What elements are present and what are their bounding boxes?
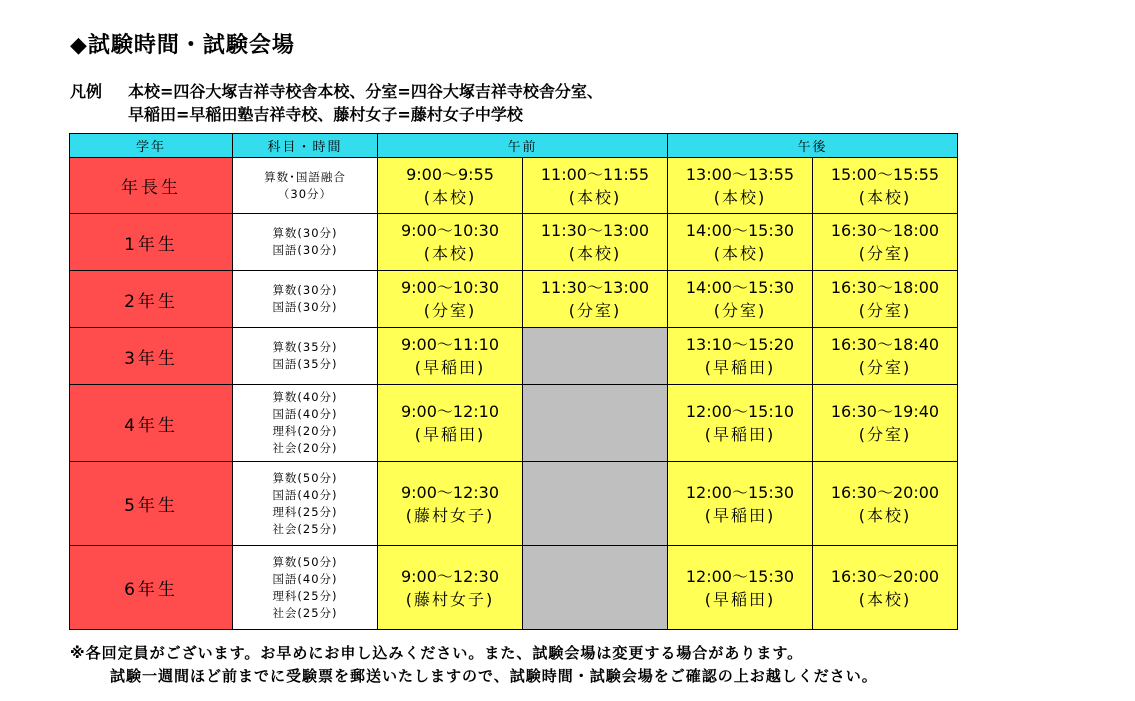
slot-location: (本校) [423, 187, 477, 207]
subject-cell [233, 462, 378, 546]
slot-location: (分室) [858, 301, 912, 320]
slot-location: (本校) [568, 244, 622, 263]
table-row [70, 271, 958, 328]
subject-line: 国語(40分) [272, 487, 338, 502]
slot-time: 16:30～20:00 [830, 566, 940, 586]
time-slot-cell [813, 214, 958, 271]
unavailable-slot-cell [523, 385, 668, 462]
slot-time: 9:00～12:30 [400, 482, 500, 502]
subject-line: 国語(40分) [272, 571, 338, 586]
subject-cell [233, 385, 378, 462]
slot-location: (早稲田) [704, 425, 776, 444]
time-slot-cell [668, 462, 813, 546]
slot-location: (本校) [568, 187, 622, 207]
time-slot-cell [813, 271, 958, 328]
slot-time: 16:30～18:40 [830, 335, 940, 354]
slot-time: 14:00～15:30 [685, 278, 795, 297]
legend-label: 凡例 [70, 82, 103, 101]
time-slot-cell [668, 546, 813, 630]
grade-cell: 3年生 [70, 328, 233, 385]
slot-location: (藤村女子) [405, 505, 495, 525]
slot-time: 12:00～15:30 [685, 566, 795, 586]
subject-line: 国語(30分) [272, 243, 338, 257]
time-slot-cell [378, 385, 523, 462]
subject-line: 算数(40分) [272, 390, 338, 404]
subject-line: （30分） [277, 186, 333, 201]
table-row [70, 462, 958, 546]
slot-time: 9:00～11:10 [400, 335, 500, 354]
time-slot-cell [668, 214, 813, 271]
time-slot-cell [668, 158, 813, 214]
subject-line: 理科(25分) [272, 588, 338, 603]
slot-time: 9:00～10:30 [400, 221, 500, 240]
schedule-body [70, 158, 958, 630]
unavailable-slot-cell [523, 546, 668, 630]
slot-location: (本校) [858, 589, 912, 609]
slot-time: 13:10～15:20 [685, 335, 795, 354]
legend-text-2: 早稲田=早稲田塾吉祥寺校、藤村女子=藤村女子中学校 [128, 105, 523, 124]
header-row [70, 134, 958, 158]
grade-cell: 6年生 [70, 546, 233, 630]
time-slot-cell [378, 546, 523, 630]
notes [70, 642, 878, 688]
legend-text-1: 本校=四谷大塚吉祥寺校舎本校、分室=四谷大塚吉祥寺校舎分室、 [128, 82, 603, 101]
page-title: ◆試験時間・試験会場 [70, 33, 295, 58]
subject-line: 算数･国語融合 [264, 169, 346, 184]
table-row [70, 546, 958, 630]
slot-location: (早稲田) [414, 425, 486, 444]
subject-line: 社会(20分) [272, 441, 338, 455]
time-slot-cell [813, 328, 958, 385]
slot-time: 12:00～15:10 [685, 402, 795, 421]
subject-line: 理科(25分) [272, 504, 338, 519]
table-row [70, 158, 958, 214]
slot-location: (早稲田) [704, 358, 776, 377]
time-slot-cell [523, 214, 668, 271]
header-am: 午前 [378, 134, 668, 158]
slot-location: (分室) [858, 244, 912, 263]
time-slot-cell [813, 158, 958, 214]
grade-cell: 4年生 [70, 385, 233, 462]
grade-cell: 年長生 [70, 158, 233, 214]
unavailable-slot-cell [523, 462, 668, 546]
slot-time: 11:00～11:55 [540, 164, 650, 184]
table-row [70, 214, 958, 271]
subject-line: 算数(30分) [272, 226, 338, 240]
slot-location: (藤村女子) [405, 589, 495, 609]
header-grade: 学年 [70, 134, 233, 158]
slot-time: 9:00～10:30 [400, 278, 500, 297]
slot-location: (分室) [423, 301, 477, 320]
time-slot-cell [378, 158, 523, 214]
slot-location: (本校) [713, 187, 767, 207]
subject-line: 算数(30分) [272, 283, 338, 297]
slot-location: (早稲田) [704, 505, 776, 525]
grade-cell: 5年生 [70, 462, 233, 546]
time-slot-cell [668, 271, 813, 328]
slot-time: 16:30～18:00 [830, 221, 940, 240]
grade-cell: 2年生 [70, 271, 233, 328]
subject-line: 社会(25分) [272, 605, 338, 620]
time-slot-cell [378, 462, 523, 546]
header-pm: 午後 [668, 134, 958, 158]
slot-time: 16:30～20:00 [830, 482, 940, 502]
note-line-1: ※各回定員がございます。お早めにお申し込みください。また、試験会場は変更する場合があります。 [70, 644, 804, 662]
slot-location: (早稲田) [414, 358, 486, 377]
slot-time: 9:00～9:55 [406, 164, 494, 184]
slot-location: (分室) [713, 301, 767, 320]
time-slot-cell [813, 462, 958, 546]
slot-time: 9:00～12:30 [400, 566, 500, 586]
slot-location: (本校) [423, 244, 477, 263]
time-slot-cell [813, 546, 958, 630]
slot-location: (本校) [858, 187, 912, 207]
subject-line: 算数(35分) [272, 340, 338, 354]
slot-time: 15:00～15:55 [830, 164, 940, 184]
subject-cell [233, 158, 378, 214]
slot-location: (本校) [713, 244, 767, 263]
time-slot-cell [378, 271, 523, 328]
subject-cell [233, 328, 378, 385]
time-slot-cell [378, 328, 523, 385]
time-slot-cell [378, 214, 523, 271]
subject-line: 算数(50分) [272, 470, 338, 485]
subject-line: 理科(20分) [272, 424, 338, 438]
schedule-table [69, 133, 958, 630]
table-row [70, 385, 958, 462]
table-row [70, 328, 958, 385]
unavailable-slot-cell [523, 328, 668, 385]
subject-cell [233, 271, 378, 328]
subject-line: 算数(50分) [272, 554, 338, 569]
header-subject: 科目・時間 [233, 134, 378, 158]
note-line-2: 試験一週間ほど前までに受験票を郵送いたしますので、試験時間・試験会場をご確認の上お越しください。 [110, 667, 878, 685]
grade-cell: 1年生 [70, 214, 233, 271]
slot-location: (分室) [858, 425, 912, 444]
slot-time: 16:30～19:40 [830, 402, 940, 421]
subject-line: 国語(35分) [272, 357, 338, 371]
subject-line: 国語(40分) [272, 407, 338, 421]
time-slot-cell [523, 158, 668, 214]
slot-time: 13:00～13:55 [685, 164, 795, 184]
slot-location: (分室) [568, 301, 622, 320]
slot-location: (早稲田) [704, 589, 776, 609]
slot-time: 12:00～15:30 [685, 482, 795, 502]
time-slot-cell [523, 271, 668, 328]
time-slot-cell [668, 328, 813, 385]
subject-line: 社会(25分) [272, 521, 338, 536]
subject-line: 国語(30分) [272, 300, 338, 314]
slot-time: 16:30～18:00 [830, 278, 940, 297]
time-slot-cell [813, 385, 958, 462]
subject-cell [233, 546, 378, 630]
legend [70, 80, 603, 126]
slot-time: 11:30～13:00 [540, 278, 650, 297]
legend-line-1 [70, 80, 603, 103]
slot-location: (分室) [858, 358, 912, 377]
slot-time: 14:00～15:30 [685, 221, 795, 240]
subject-cell [233, 214, 378, 271]
slot-location: (本校) [858, 505, 912, 525]
slot-time: 9:00～12:10 [400, 402, 500, 421]
time-slot-cell [668, 385, 813, 462]
slot-time: 11:30～13:00 [540, 221, 650, 240]
